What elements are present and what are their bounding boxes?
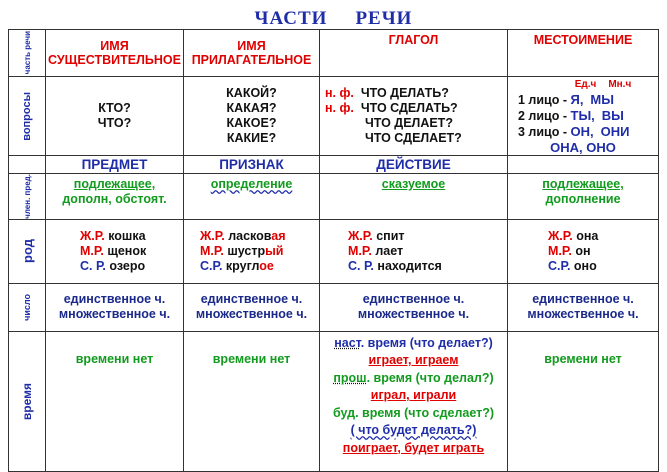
pronoun-questions: Ед.ч Мн.ч 1 лицо - Я, МЫ 2 лицо - ТЫ, ВЫ 3 лицо - ОН, ОНИ ОНА, ОНО xyxy=(508,77,659,156)
verb-number: единственное ч. множественное ч. xyxy=(320,283,508,331)
noun-members: подлежащее, дополн, обстоят. xyxy=(46,174,184,220)
meaning-row xyxy=(9,156,659,174)
col-pronoun: МЕСТОИМЕНИЕ xyxy=(508,30,659,77)
col-verb: ГЛАГОЛ xyxy=(320,30,508,77)
adj-members: определение xyxy=(184,174,320,220)
row-label-questions: вопросы xyxy=(9,77,46,156)
noun-meaning: ПРЕДМЕТ xyxy=(46,156,184,174)
adj-questions: КАКОЙ? КАКАЯ? КАКОЕ? КАКИЕ? xyxy=(184,77,320,156)
col-adjective: ИМЯ ПРИЛАГАТЕЛЬНОЕ xyxy=(184,30,320,77)
pronoun-gender: Ж.Р. она М.Р. он С.Р. оно xyxy=(508,219,659,283)
adj-gender: Ж.Р. ласковая М.Р. шустрый С.Р. круглое xyxy=(184,219,320,283)
header-row xyxy=(9,30,659,77)
pronoun-number: единственное ч. множественное ч. xyxy=(508,283,659,331)
adj-number: единственное ч. множественное ч. xyxy=(184,283,320,331)
col-noun: ИМЯ СУЩЕСТВИТЕЛЬНОЕ xyxy=(46,30,184,77)
row-label-members: член. пред. xyxy=(9,174,46,220)
pronoun-members: подлежащее, дополнение xyxy=(508,174,659,220)
noun-questions: КТО? ЧТО? xyxy=(46,77,184,156)
noun-number: единственное ч. множественное ч. xyxy=(46,283,184,331)
row-label-tense: время xyxy=(9,331,46,471)
verb-tense: наст. время (что делает?) играет, играем прош. время (что делал?) играл, играли буд. время (что сделает?) ( что будет делать?) поиграет, будет играть xyxy=(320,331,508,471)
verb-members: сказуемое xyxy=(320,174,508,220)
title-word-1: ЧАСТИ xyxy=(254,8,328,29)
title-word-2: РЕЧИ xyxy=(355,8,413,29)
verb-questions: н. ф. ЧТО ДЕЛАТЬ? н. ф. ЧТО СДЕЛАТЬ? ЧТО ДЕЛАЕТ? ЧТО СДЕЛАЕТ? xyxy=(320,77,508,156)
gender-row xyxy=(9,219,659,283)
adj-meaning: ПРИЗНАК xyxy=(184,156,320,174)
noun-gender: Ж.Р. кошка М.Р. щенок С. Р. озеро xyxy=(46,219,184,283)
parts-of-speech-table xyxy=(8,29,659,472)
adj-tense: времени нет xyxy=(184,331,320,471)
tense-row xyxy=(9,331,659,471)
verb-meaning: ДЕЙСТВИЕ xyxy=(320,156,508,174)
questions-row xyxy=(9,77,659,156)
verb-gender: Ж.Р. спит М.Р. лает С. Р. находится xyxy=(320,219,508,283)
pronoun-tense: времени нет xyxy=(508,331,659,471)
row-label-number: число xyxy=(9,283,46,331)
number-row xyxy=(9,283,659,331)
noun-tense: времени нет xyxy=(46,331,184,471)
members-row xyxy=(9,174,659,220)
page-title xyxy=(0,8,667,30)
row-label-gender: род xyxy=(9,219,46,283)
row-label-parts: часть речи xyxy=(9,30,46,77)
